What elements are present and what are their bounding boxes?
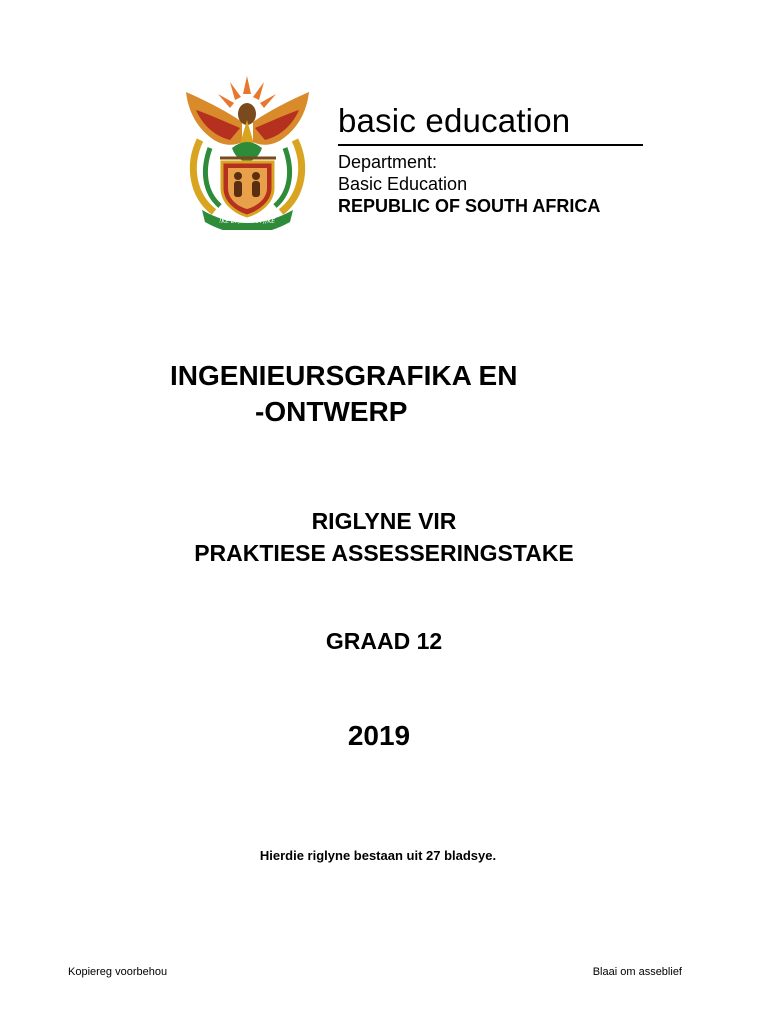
subject-title-line-2: -ONTWERP — [255, 396, 408, 427]
year-label: 2019 — [347, 720, 411, 751]
brand-divider — [338, 144, 643, 146]
department-branding — [338, 102, 648, 217]
copyright-footer: Kopiereg voorbehou — [68, 966, 168, 978]
department-name: Basic Education — [338, 174, 468, 194]
guideline-title-line-1: RIGLYNE VIR — [311, 508, 457, 534]
brand-title: basic education — [338, 102, 571, 139]
country-name: REPUBLIC OF SOUTH AFRICA — [338, 196, 601, 216]
department-label: Department: — [338, 152, 438, 172]
document-header — [170, 70, 650, 230]
grade-label: GRAAD 12 — [325, 628, 443, 654]
subject-title-line-1: INGENIEURSGRAFIKA EN — [170, 360, 518, 391]
page-count-note: Hierdie riglyne bestaan uit 27 bladsye. — [259, 848, 497, 863]
svg-text:!KE E: /XARRA //KE: !KE E: /XARRA //KE — [218, 218, 276, 225]
guideline-title-line-2: PRAKTIESE ASSESSERINGSTAKE — [194, 540, 574, 566]
turn-page-footer: Blaai om asseblief — [592, 966, 682, 978]
subject-title — [170, 358, 517, 430]
guideline-title — [0, 505, 768, 569]
coat-of-arms-logo — [170, 70, 325, 230]
